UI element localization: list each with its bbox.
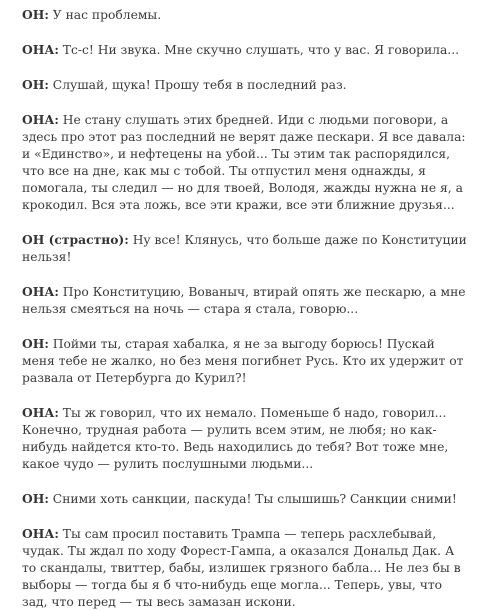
line-text: Сними хоть санкции, паскуда! Ты слышишь? Санкции сними! xyxy=(48,492,457,506)
line-text: Тс-с! Ни звука. Мне скучно слушать, что у вас. Я говорила... xyxy=(58,43,460,57)
line-text: Не стану слушать этих бредней. Иди с людьми поговори, а здесь про этот раз последний не верят даже пескари. Я все давала: и «Единство», и нефтецены на убой... Ты этим так распорядился, что все на дне, как мы с тобой. Ты отпустил меня однажды, я помогала, ты следил — но для твоей, Володя, жажды нужна не я, а крокодил. Вся эта ложь, все эти кражи, все эти ближние друзья... xyxy=(22,113,466,212)
dialogue-line xyxy=(22,283,470,318)
speaker-label: ОН: xyxy=(22,77,49,92)
dialogue-line xyxy=(22,41,470,59)
dialogue-line xyxy=(22,404,470,473)
speaker-label: ОН: xyxy=(22,7,49,22)
line-text: Слушай, щука! Прошу тебя в последний раз. xyxy=(48,78,347,92)
dialogue-line xyxy=(22,111,470,214)
line-text: Ты сам просил поставить Трампа — теперь расхлебывай, чудак. Ты ждал по ходу Форест-Гампа, а оказался Дональд Дак. А то скандалы, твиттер, бабы, излишек грязного бабла... Не лез бы в выборы — тогда бы я б что-нибудь еще могла... Теперь, увы, что зад, что перед — ты весь замазан искони. xyxy=(22,527,461,609)
dialogue-line xyxy=(22,76,470,94)
dialogue-line xyxy=(22,6,470,24)
speaker-label: ОН (страстно): xyxy=(22,232,129,247)
line-text: Про Конституцию, Вованыч, втирай опять же пескарю, а мне нельзя смеяться на ночь — стара я стала, говорю... xyxy=(22,285,466,316)
speaker-label: ОНА: xyxy=(22,284,59,299)
speaker-label: ОН: xyxy=(22,491,49,506)
dialogue-line xyxy=(22,335,470,387)
speaker-label: ОНА: xyxy=(22,112,59,127)
line-text: Пойми ты, старая хабалка, я не за выгоду борюсь! Пускай меня тебе не жалко, но без меня погибнет Русь. Кто их удержит от развала от Петербурга до Курил?! xyxy=(22,337,464,385)
line-text: Ты ж говорил, что их немало. Поменьше б надо, говорил... Конечно, трудная работа — рулить всем этим, не любя; но как-нибудь найдется кто-то. Ведь находились до тебя? Вот тоже мне, какое чудо — рулить послушными людьми... xyxy=(22,406,449,471)
speaker-label: ОН: xyxy=(22,336,49,351)
dialogue-line xyxy=(22,231,470,266)
speaker-label: ОНА: xyxy=(22,405,59,420)
line-text: У нас проблемы. xyxy=(48,8,162,22)
speaker-label: ОНА: xyxy=(22,42,59,57)
speaker-label: ОНА: xyxy=(22,526,59,541)
line-text: Ну все! Клянусь, что больше даже по Конституции нельзя! xyxy=(22,233,467,264)
dialogue-line xyxy=(22,525,470,611)
dialogue-line xyxy=(22,490,470,508)
